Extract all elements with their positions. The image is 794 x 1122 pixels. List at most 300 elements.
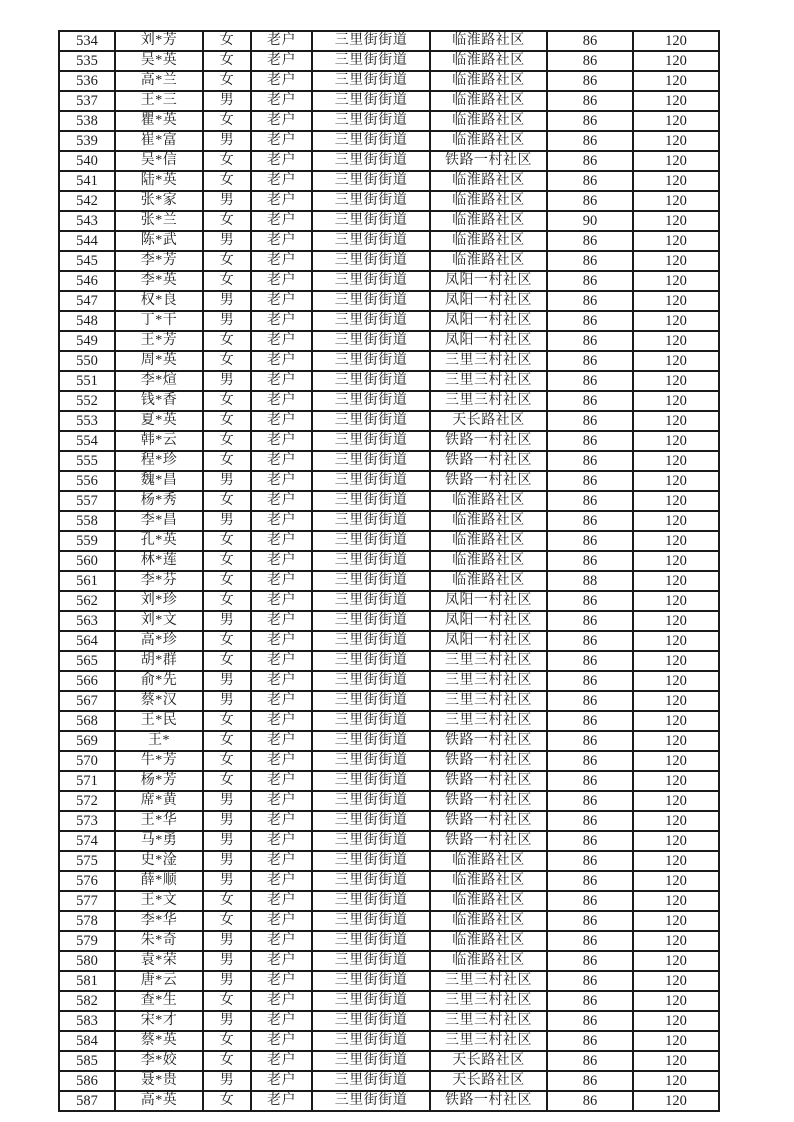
- household-type-cell: 老户: [251, 211, 312, 231]
- value1-cell: 86: [547, 191, 633, 211]
- table-row: [59, 991, 719, 1011]
- seq-cell: 534: [59, 31, 115, 51]
- household-type-cell: 老户: [251, 531, 312, 551]
- value1-cell: 86: [547, 391, 633, 411]
- gender-cell: 男: [203, 851, 251, 871]
- name-cell: 王*三: [115, 91, 203, 111]
- value2-cell: 120: [633, 391, 719, 411]
- household-type-cell: 老户: [251, 151, 312, 171]
- community-cell: 临淮路社区: [430, 31, 547, 51]
- gender-cell: 女: [203, 571, 251, 591]
- household-type-cell: 老户: [251, 991, 312, 1011]
- name-cell: 高*珍: [115, 631, 203, 651]
- seq-cell: 535: [59, 51, 115, 71]
- value1-cell: 86: [547, 111, 633, 131]
- community-cell: 铁路一村社区: [430, 151, 547, 171]
- household-type-cell: 老户: [251, 411, 312, 431]
- name-cell: 李*芳: [115, 251, 203, 271]
- street-cell: 三里街街道: [312, 471, 430, 491]
- value2-cell: 120: [633, 151, 719, 171]
- value1-cell: 86: [547, 1051, 633, 1071]
- name-cell: 席*黄: [115, 791, 203, 811]
- name-cell: 袁*荣: [115, 951, 203, 971]
- community-cell: 三里三村社区: [430, 671, 547, 691]
- street-cell: 三里街街道: [312, 691, 430, 711]
- seq-cell: 583: [59, 1011, 115, 1031]
- table-row: [59, 391, 719, 411]
- name-cell: 蔡*英: [115, 1031, 203, 1051]
- household-type-cell: 老户: [251, 71, 312, 91]
- street-cell: 三里街街道: [312, 331, 430, 351]
- household-type-cell: 老户: [251, 771, 312, 791]
- residents-table-body: [59, 31, 719, 1111]
- street-cell: 三里街街道: [312, 671, 430, 691]
- seq-cell: 586: [59, 1071, 115, 1091]
- gender-cell: 女: [203, 271, 251, 291]
- value2-cell: 120: [633, 231, 719, 251]
- table-row: [59, 91, 719, 111]
- name-cell: 魏*昌: [115, 471, 203, 491]
- table-row: [59, 731, 719, 751]
- table-row: [59, 791, 719, 811]
- table-row: [59, 891, 719, 911]
- name-cell: 张*家: [115, 191, 203, 211]
- name-cell: 韩*云: [115, 431, 203, 451]
- community-cell: 凤阳一村社区: [430, 631, 547, 651]
- name-cell: 王*华: [115, 811, 203, 831]
- name-cell: 王*民: [115, 711, 203, 731]
- household-type-cell: 老户: [251, 931, 312, 951]
- gender-cell: 男: [203, 231, 251, 251]
- household-type-cell: 老户: [251, 671, 312, 691]
- table-row: [59, 131, 719, 151]
- gender-cell: 女: [203, 631, 251, 651]
- household-type-cell: 老户: [251, 751, 312, 771]
- community-cell: 临淮路社区: [430, 931, 547, 951]
- value2-cell: 120: [633, 471, 719, 491]
- gender-cell: 女: [203, 751, 251, 771]
- value2-cell: 120: [633, 911, 719, 931]
- name-cell: 王*: [115, 731, 203, 751]
- community-cell: 临淮路社区: [430, 851, 547, 871]
- value1-cell: 86: [547, 591, 633, 611]
- value1-cell: 86: [547, 91, 633, 111]
- value2-cell: 120: [633, 711, 719, 731]
- table-row: [59, 631, 719, 651]
- table-row: [59, 291, 719, 311]
- household-type-cell: 老户: [251, 271, 312, 291]
- value1-cell: 86: [547, 911, 633, 931]
- seq-cell: 576: [59, 871, 115, 891]
- seq-cell: 542: [59, 191, 115, 211]
- table-row: [59, 771, 719, 791]
- name-cell: 刘*珍: [115, 591, 203, 611]
- street-cell: 三里街街道: [312, 651, 430, 671]
- value1-cell: 86: [547, 171, 633, 191]
- name-cell: 王*文: [115, 891, 203, 911]
- table-row: [59, 971, 719, 991]
- table-row: [59, 491, 719, 511]
- value2-cell: 120: [633, 191, 719, 211]
- value2-cell: 120: [633, 811, 719, 831]
- community-cell: 天长路社区: [430, 1051, 547, 1071]
- gender-cell: 男: [203, 971, 251, 991]
- seq-cell: 569: [59, 731, 115, 751]
- table-row: [59, 531, 719, 551]
- table-row: [59, 411, 719, 431]
- gender-cell: 女: [203, 1031, 251, 1051]
- gender-cell: 女: [203, 1051, 251, 1071]
- value1-cell: 86: [547, 631, 633, 651]
- gender-cell: 女: [203, 591, 251, 611]
- name-cell: 吴*信: [115, 151, 203, 171]
- street-cell: 三里街街道: [312, 531, 430, 551]
- gender-cell: 女: [203, 451, 251, 471]
- seq-cell: 561: [59, 571, 115, 591]
- household-type-cell: 老户: [251, 351, 312, 371]
- seq-cell: 558: [59, 511, 115, 531]
- value1-cell: 86: [547, 1011, 633, 1031]
- community-cell: 临淮路社区: [430, 551, 547, 571]
- household-type-cell: 老户: [251, 731, 312, 751]
- name-cell: 俞*先: [115, 671, 203, 691]
- table-row: [59, 351, 719, 371]
- community-cell: 三里三村社区: [430, 371, 547, 391]
- street-cell: 三里街街道: [312, 71, 430, 91]
- table-row: [59, 191, 719, 211]
- household-type-cell: 老户: [251, 1031, 312, 1051]
- value2-cell: 120: [633, 451, 719, 471]
- seq-cell: 563: [59, 611, 115, 631]
- household-type-cell: 老户: [251, 171, 312, 191]
- value1-cell: 86: [547, 971, 633, 991]
- value1-cell: 86: [547, 891, 633, 911]
- community-cell: 三里三村社区: [430, 991, 547, 1011]
- household-type-cell: 老户: [251, 631, 312, 651]
- street-cell: 三里街街道: [312, 51, 430, 71]
- community-cell: 三里三村社区: [430, 1011, 547, 1031]
- value1-cell: 86: [547, 611, 633, 631]
- gender-cell: 男: [203, 471, 251, 491]
- value2-cell: 120: [633, 1071, 719, 1091]
- street-cell: 三里街街道: [312, 91, 430, 111]
- household-type-cell: 老户: [251, 1051, 312, 1071]
- name-cell: 林*莲: [115, 551, 203, 571]
- value1-cell: 86: [547, 291, 633, 311]
- gender-cell: 男: [203, 791, 251, 811]
- seq-cell: 585: [59, 1051, 115, 1071]
- table-row: [59, 811, 719, 831]
- value2-cell: 120: [633, 1031, 719, 1051]
- name-cell: 宋*才: [115, 1011, 203, 1031]
- value2-cell: 120: [633, 971, 719, 991]
- value1-cell: 86: [547, 31, 633, 51]
- gender-cell: 女: [203, 351, 251, 371]
- seq-cell: 545: [59, 251, 115, 271]
- community-cell: 三里三村社区: [430, 351, 547, 371]
- community-cell: 临淮路社区: [430, 91, 547, 111]
- value1-cell: 86: [547, 411, 633, 431]
- street-cell: 三里街街道: [312, 1011, 430, 1031]
- value1-cell: 86: [547, 351, 633, 371]
- community-cell: 铁路一村社区: [430, 471, 547, 491]
- seq-cell: 579: [59, 931, 115, 951]
- community-cell: 临淮路社区: [430, 891, 547, 911]
- seq-cell: 547: [59, 291, 115, 311]
- value1-cell: 86: [547, 831, 633, 851]
- value1-cell: 86: [547, 671, 633, 691]
- name-cell: 薛*顺: [115, 871, 203, 891]
- community-cell: 铁路一村社区: [430, 771, 547, 791]
- gender-cell: 女: [203, 891, 251, 911]
- community-cell: 临淮路社区: [430, 211, 547, 231]
- gender-cell: 女: [203, 151, 251, 171]
- value2-cell: 120: [633, 131, 719, 151]
- street-cell: 三里街街道: [312, 151, 430, 171]
- street-cell: 三里街街道: [312, 571, 430, 591]
- name-cell: 高*兰: [115, 71, 203, 91]
- community-cell: 三里三村社区: [430, 391, 547, 411]
- value2-cell: 120: [633, 891, 719, 911]
- household-type-cell: 老户: [251, 1091, 312, 1111]
- value2-cell: 120: [633, 691, 719, 711]
- gender-cell: 男: [203, 671, 251, 691]
- community-cell: 临淮路社区: [430, 571, 547, 591]
- community-cell: 铁路一村社区: [430, 811, 547, 831]
- seq-cell: 573: [59, 811, 115, 831]
- value1-cell: 86: [547, 711, 633, 731]
- street-cell: 三里街街道: [312, 511, 430, 531]
- value2-cell: 120: [633, 271, 719, 291]
- community-cell: 临淮路社区: [430, 231, 547, 251]
- street-cell: 三里街街道: [312, 411, 430, 431]
- value2-cell: 120: [633, 371, 719, 391]
- table-row: [59, 851, 719, 871]
- community-cell: 凤阳一村社区: [430, 611, 547, 631]
- community-cell: 临淮路社区: [430, 71, 547, 91]
- household-type-cell: 老户: [251, 551, 312, 571]
- gender-cell: 女: [203, 411, 251, 431]
- value2-cell: 120: [633, 511, 719, 531]
- value2-cell: 120: [633, 831, 719, 851]
- household-type-cell: 老户: [251, 31, 312, 51]
- community-cell: 临淮路社区: [430, 191, 547, 211]
- street-cell: 三里街街道: [312, 591, 430, 611]
- household-type-cell: 老户: [251, 951, 312, 971]
- gender-cell: 女: [203, 731, 251, 751]
- street-cell: 三里街街道: [312, 811, 430, 831]
- community-cell: 临淮路社区: [430, 531, 547, 551]
- community-cell: 临淮路社区: [430, 251, 547, 271]
- table-row: [59, 691, 719, 711]
- household-type-cell: 老户: [251, 711, 312, 731]
- name-cell: 李*华: [115, 911, 203, 931]
- community-cell: 铁路一村社区: [430, 731, 547, 751]
- gender-cell: 男: [203, 811, 251, 831]
- table-row: [59, 1071, 719, 1091]
- value2-cell: 120: [633, 751, 719, 771]
- gender-cell: 女: [203, 911, 251, 931]
- table-row: [59, 271, 719, 291]
- value1-cell: 86: [547, 251, 633, 271]
- seq-cell: 540: [59, 151, 115, 171]
- value2-cell: 120: [633, 491, 719, 511]
- household-type-cell: 老户: [251, 791, 312, 811]
- table-row: [59, 311, 719, 331]
- value2-cell: 120: [633, 551, 719, 571]
- value2-cell: 120: [633, 931, 719, 951]
- street-cell: 三里街街道: [312, 931, 430, 951]
- table-row: [59, 671, 719, 691]
- seq-cell: 546: [59, 271, 115, 291]
- name-cell: 夏*英: [115, 411, 203, 431]
- value1-cell: 86: [547, 771, 633, 791]
- table-row: [59, 1091, 719, 1111]
- name-cell: 张*兰: [115, 211, 203, 231]
- value1-cell: 86: [547, 151, 633, 171]
- seq-cell: 580: [59, 951, 115, 971]
- community-cell: 临淮路社区: [430, 511, 547, 531]
- community-cell: 临淮路社区: [430, 111, 547, 131]
- value1-cell: 86: [547, 991, 633, 1011]
- gender-cell: 女: [203, 771, 251, 791]
- street-cell: 三里街街道: [312, 1071, 430, 1091]
- value2-cell: 120: [633, 91, 719, 111]
- name-cell: 聂*贵: [115, 1071, 203, 1091]
- gender-cell: 女: [203, 491, 251, 511]
- value2-cell: 120: [633, 1091, 719, 1111]
- gender-cell: 男: [203, 691, 251, 711]
- gender-cell: 男: [203, 931, 251, 951]
- street-cell: 三里街街道: [312, 791, 430, 811]
- name-cell: 孔*英: [115, 531, 203, 551]
- value1-cell: 86: [547, 1071, 633, 1091]
- household-type-cell: 老户: [251, 591, 312, 611]
- community-cell: 凤阳一村社区: [430, 311, 547, 331]
- street-cell: 三里街街道: [312, 1091, 430, 1111]
- household-type-cell: 老户: [251, 231, 312, 251]
- seq-cell: 584: [59, 1031, 115, 1051]
- value2-cell: 120: [633, 51, 719, 71]
- household-type-cell: 老户: [251, 291, 312, 311]
- table-row: [59, 511, 719, 531]
- gender-cell: 男: [203, 291, 251, 311]
- household-type-cell: 老户: [251, 431, 312, 451]
- value1-cell: 88: [547, 571, 633, 591]
- gender-cell: 女: [203, 391, 251, 411]
- value1-cell: 90: [547, 211, 633, 231]
- table-row: [59, 331, 719, 351]
- community-cell: 铁路一村社区: [430, 451, 547, 471]
- household-type-cell: 老户: [251, 1011, 312, 1031]
- table-row: [59, 1031, 719, 1051]
- value2-cell: 120: [633, 591, 719, 611]
- value1-cell: 86: [547, 751, 633, 771]
- household-type-cell: 老户: [251, 571, 312, 591]
- household-type-cell: 老户: [251, 911, 312, 931]
- table-row: [59, 831, 719, 851]
- household-type-cell: 老户: [251, 491, 312, 511]
- gender-cell: 女: [203, 531, 251, 551]
- value1-cell: 86: [547, 1031, 633, 1051]
- value1-cell: 86: [547, 951, 633, 971]
- community-cell: 临淮路社区: [430, 131, 547, 151]
- table-row: [59, 231, 719, 251]
- name-cell: 刘*文: [115, 611, 203, 631]
- gender-cell: 男: [203, 311, 251, 331]
- household-type-cell: 老户: [251, 371, 312, 391]
- seq-cell: 587: [59, 1091, 115, 1111]
- value1-cell: 86: [547, 851, 633, 871]
- table-row: [59, 371, 719, 391]
- value2-cell: 120: [633, 211, 719, 231]
- name-cell: 蔡*汉: [115, 691, 203, 711]
- seq-cell: 575: [59, 851, 115, 871]
- table-row: [59, 871, 719, 891]
- table-row: [59, 211, 719, 231]
- household-type-cell: 老户: [251, 651, 312, 671]
- street-cell: 三里街街道: [312, 771, 430, 791]
- name-cell: 吴*英: [115, 51, 203, 71]
- table-row: [59, 1051, 719, 1071]
- street-cell: 三里街街道: [312, 751, 430, 771]
- community-cell: 三里三村社区: [430, 971, 547, 991]
- seq-cell: 556: [59, 471, 115, 491]
- street-cell: 三里街街道: [312, 351, 430, 371]
- street-cell: 三里街街道: [312, 31, 430, 51]
- household-type-cell: 老户: [251, 91, 312, 111]
- table-row: [59, 1011, 719, 1031]
- household-type-cell: 老户: [251, 111, 312, 131]
- community-cell: 临淮路社区: [430, 51, 547, 71]
- seq-cell: 548: [59, 311, 115, 331]
- seq-cell: 549: [59, 331, 115, 351]
- value1-cell: 86: [547, 51, 633, 71]
- street-cell: 三里街街道: [312, 211, 430, 231]
- value2-cell: 120: [633, 251, 719, 271]
- gender-cell: 男: [203, 131, 251, 151]
- gender-cell: 男: [203, 951, 251, 971]
- value1-cell: 86: [547, 811, 633, 831]
- table-row: [59, 71, 719, 91]
- household-type-cell: 老户: [251, 131, 312, 151]
- gender-cell: 男: [203, 1071, 251, 1091]
- value2-cell: 120: [633, 171, 719, 191]
- table-row: [59, 431, 719, 451]
- community-cell: 凤阳一村社区: [430, 591, 547, 611]
- street-cell: 三里街街道: [312, 611, 430, 631]
- seq-cell: 567: [59, 691, 115, 711]
- community-cell: 铁路一村社区: [430, 431, 547, 451]
- value2-cell: 120: [633, 71, 719, 91]
- gender-cell: 男: [203, 191, 251, 211]
- value2-cell: 120: [633, 431, 719, 451]
- gender-cell: 女: [203, 171, 251, 191]
- table-row: [59, 911, 719, 931]
- value2-cell: 120: [633, 311, 719, 331]
- gender-cell: 女: [203, 331, 251, 351]
- household-type-cell: 老户: [251, 311, 312, 331]
- name-cell: 杨*秀: [115, 491, 203, 511]
- seq-cell: 570: [59, 751, 115, 771]
- street-cell: 三里街街道: [312, 111, 430, 131]
- value2-cell: 120: [633, 31, 719, 51]
- street-cell: 三里街街道: [312, 991, 430, 1011]
- seq-cell: 555: [59, 451, 115, 471]
- community-cell: 三里三村社区: [430, 691, 547, 711]
- value2-cell: 120: [633, 991, 719, 1011]
- gender-cell: 男: [203, 91, 251, 111]
